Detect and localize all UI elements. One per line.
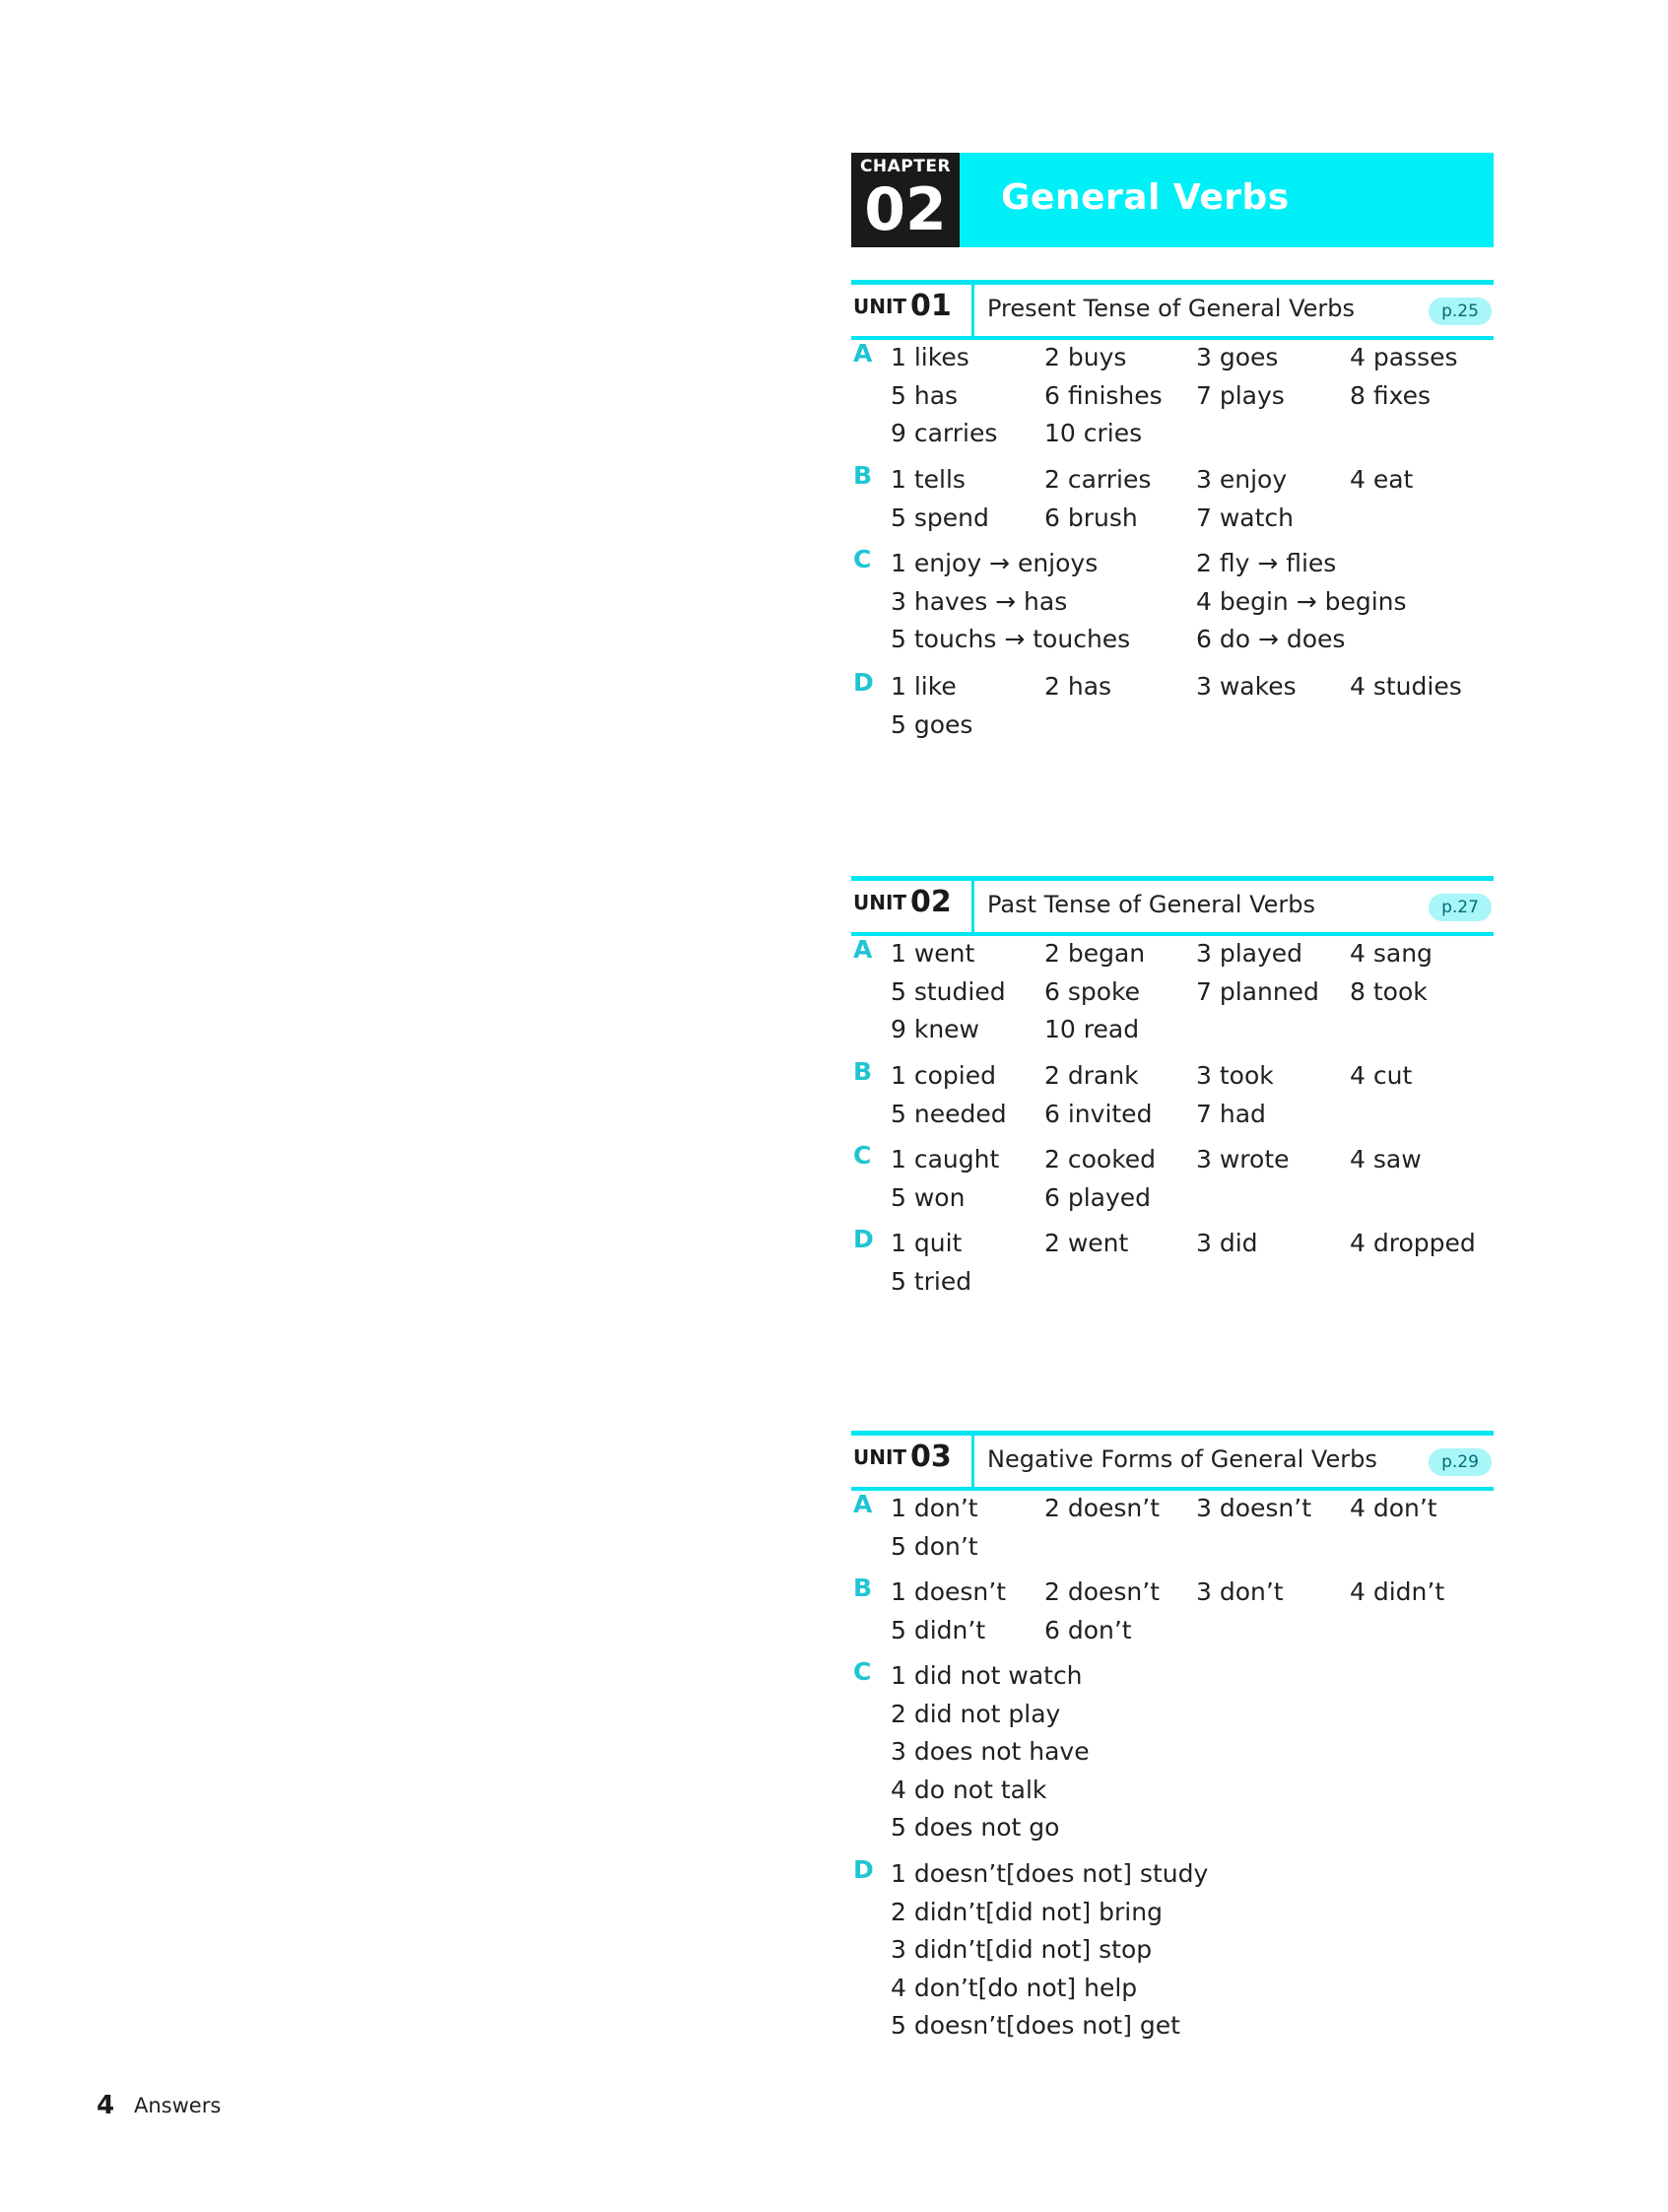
answer: 4 eat (1350, 465, 1414, 494)
section-letter: D (853, 1855, 874, 1884)
answer: 1 don’t (891, 1494, 978, 1522)
page-reference-badge: p.29 (1429, 1448, 1492, 1476)
answer-row (851, 1612, 1494, 1650)
answer: 2 carries (1044, 465, 1152, 494)
answer: 3 played (1196, 939, 1303, 968)
unit-divider (971, 285, 974, 336)
chapter-number: 02 (864, 175, 947, 244)
section-letter: D (853, 668, 874, 697)
answer-row (851, 935, 1494, 973)
answer: 2 doesn’t (1044, 1577, 1161, 1606)
answer-row (851, 545, 1494, 583)
answer: 4 sang (1350, 939, 1433, 968)
answer: 1 likes (891, 343, 969, 371)
answer: 2 has (1044, 672, 1112, 701)
unit-number: 01 (910, 289, 952, 323)
answer-row (851, 339, 1494, 377)
answer: 8 took (1350, 976, 1428, 1006)
unit1-section-b (851, 461, 1494, 537)
answer: 2 did not play (891, 1699, 1061, 1728)
answer: 6 spoke (1044, 976, 1141, 1006)
answer: 3 haves → has (891, 586, 1068, 616)
answer-row (851, 1855, 1494, 1894)
answer: 9 carries (891, 419, 998, 447)
section-letter: B (853, 461, 873, 490)
answer-row (851, 973, 1494, 1012)
answer: 6 do → does (1196, 625, 1346, 653)
unit-label: UNIT (853, 891, 907, 914)
answer-row (851, 1657, 1494, 1696)
unit-number: 02 (910, 885, 952, 919)
answer: 4 passes (1350, 343, 1458, 371)
unit-title: Past Tense of General Verbs (987, 891, 1315, 918)
answer: 1 caught (891, 1145, 1000, 1173)
answer: 4 cut (1350, 1061, 1413, 1090)
answer: 5 does not go (891, 1813, 1060, 1842)
answer-row (851, 1733, 1494, 1772)
answer: 1 went (891, 939, 975, 968)
unit2-section-a (851, 935, 1494, 1049)
answer: 5 don’t (891, 1531, 978, 1561)
answer: 3 goes (1196, 343, 1279, 371)
answer: 2 drank (1044, 1061, 1139, 1090)
answer-row (851, 1011, 1494, 1049)
section-letter: A (853, 339, 873, 368)
answer: 5 needed (891, 1099, 1007, 1128)
unit-divider (971, 881, 974, 932)
unit3-section-c (851, 1657, 1494, 1847)
unit-divider (971, 1436, 974, 1487)
answer-row (851, 668, 1494, 706)
answer: 6 played (1044, 1182, 1152, 1212)
answer: 5 spend (891, 503, 989, 532)
answer: 4 don’t[do not] help (891, 1973, 1138, 2002)
answer: 5 doesn’t[does not] get (891, 2011, 1180, 2040)
answer: 2 went (1044, 1229, 1129, 1257)
answer-row (851, 1574, 1494, 1612)
answer-row (851, 1057, 1494, 1096)
answer-row (851, 1141, 1494, 1179)
answer-row (851, 1809, 1494, 1847)
answer-row (851, 1263, 1494, 1302)
section-letter: A (853, 1490, 873, 1518)
answer: 1 tells (891, 465, 966, 494)
answer-row (851, 2007, 1494, 2045)
answer: 4 saw (1350, 1145, 1422, 1173)
unit-01-header (851, 280, 1494, 340)
answer-row (851, 1096, 1494, 1134)
answer-row (851, 1696, 1494, 1734)
footer-label: Answers (134, 2094, 222, 2117)
answer: 4 don’t (1350, 1494, 1437, 1522)
answer: 7 plays (1196, 380, 1285, 410)
answer-row (851, 1970, 1494, 2008)
answer: 5 goes (891, 709, 973, 739)
answer: 2 fly → flies (1196, 549, 1337, 577)
answer: 10 cries (1044, 419, 1143, 447)
answer: 3 did (1196, 1229, 1258, 1257)
answer: 4 dropped (1350, 1229, 1476, 1257)
answer-row (851, 706, 1494, 745)
section-letter: A (853, 935, 873, 964)
answer: 1 doesn’t[does not] study (891, 1859, 1209, 1888)
answer: 6 finishes (1044, 380, 1163, 410)
answer-row (851, 583, 1494, 622)
answer: 1 like (891, 672, 957, 701)
answer-row (851, 1931, 1494, 1970)
answer-row (851, 1894, 1494, 1932)
answer: 1 did not watch (891, 1661, 1083, 1690)
unit2-section-c (851, 1141, 1494, 1217)
section-letter: D (853, 1225, 874, 1253)
answer: 3 didn’t[did not] stop (891, 1935, 1153, 1964)
answer: 5 tried (891, 1266, 972, 1296)
answer: 6 invited (1044, 1099, 1153, 1128)
unit-label: UNIT (853, 1445, 907, 1469)
section-letter: C (853, 545, 872, 573)
answer-row (851, 377, 1494, 416)
answer: 9 knew (891, 1015, 980, 1043)
answer-row (851, 461, 1494, 500)
answer-row (851, 500, 1494, 538)
unit2-section-d (851, 1225, 1494, 1301)
answer: 1 quit (891, 1229, 963, 1257)
section-letter: B (853, 1057, 873, 1086)
answer-row (851, 1179, 1494, 1218)
unit1-section-d (851, 668, 1494, 744)
section-letter: C (853, 1141, 872, 1170)
answer-row (851, 1225, 1494, 1263)
answer: 7 had (1196, 1099, 1266, 1128)
answer-row (851, 1528, 1494, 1567)
unit1-section-a (851, 339, 1494, 453)
page-reference-badge: p.27 (1429, 894, 1492, 921)
answer-row (851, 1490, 1494, 1528)
answer: 3 enjoy (1196, 465, 1288, 494)
unit-title: Negative Forms of General Verbs (987, 1445, 1377, 1473)
unit-label: UNIT (853, 295, 907, 318)
unit-title: Present Tense of General Verbs (987, 295, 1356, 322)
chapter-label: CHAPTER (859, 157, 952, 176)
answer: 2 didn’t[did not] bring (891, 1897, 1163, 1926)
answer: 2 doesn’t (1044, 1494, 1161, 1522)
section-letter: C (853, 1657, 872, 1686)
answer: 5 won (891, 1182, 966, 1212)
answer: 2 buys (1044, 343, 1127, 371)
answer: 1 doesn’t (891, 1577, 1007, 1606)
answer: 2 cooked (1044, 1145, 1157, 1173)
unit-02-header (851, 876, 1494, 936)
unit3-section-b (851, 1574, 1494, 1649)
answer: 4 studies (1350, 672, 1462, 701)
chapter-title: General Verbs (1001, 177, 1290, 218)
answer: 3 doesn’t (1196, 1494, 1312, 1522)
answer: 4 do not talk (891, 1775, 1047, 1804)
answer-row (851, 621, 1494, 659)
unit1-section-c (851, 545, 1494, 659)
answer: 2 began (1044, 939, 1146, 968)
answer: 3 wakes (1196, 672, 1297, 701)
answer: 5 studied (891, 976, 1006, 1006)
answer: 8 fixes (1350, 380, 1432, 410)
answer: 6 don’t (1044, 1615, 1132, 1644)
answer: 10 read (1044, 1015, 1140, 1043)
answer: 6 brush (1044, 503, 1138, 532)
unit3-section-a (851, 1490, 1494, 1566)
answer-row (851, 1772, 1494, 1810)
answer: 4 begin → begins (1196, 586, 1407, 616)
answer: 5 touchs → touches (891, 625, 1131, 653)
answer: 1 enjoy → enjoys (891, 549, 1099, 577)
answer: 5 didn’t (891, 1615, 986, 1644)
answer: 1 copied (891, 1061, 996, 1090)
section-letter: B (853, 1574, 873, 1602)
unit-03-header (851, 1431, 1494, 1491)
answer: 4 didn’t (1350, 1577, 1445, 1606)
answer: 3 don’t (1196, 1577, 1284, 1606)
answer: 5 has (891, 380, 959, 410)
answer: 3 wrote (1196, 1145, 1290, 1173)
answer: 7 watch (1196, 503, 1295, 532)
answer: 3 does not have (891, 1737, 1090, 1766)
page-number: 4 (97, 2091, 115, 2120)
answer-row (851, 415, 1494, 453)
unit-number: 03 (910, 1440, 952, 1474)
unit2-section-b (851, 1057, 1494, 1133)
unit3-section-d (851, 1855, 1494, 2045)
answer: 3 took (1196, 1061, 1274, 1090)
page-reference-badge: p.25 (1429, 298, 1492, 325)
answer: 7 planned (1196, 976, 1319, 1006)
